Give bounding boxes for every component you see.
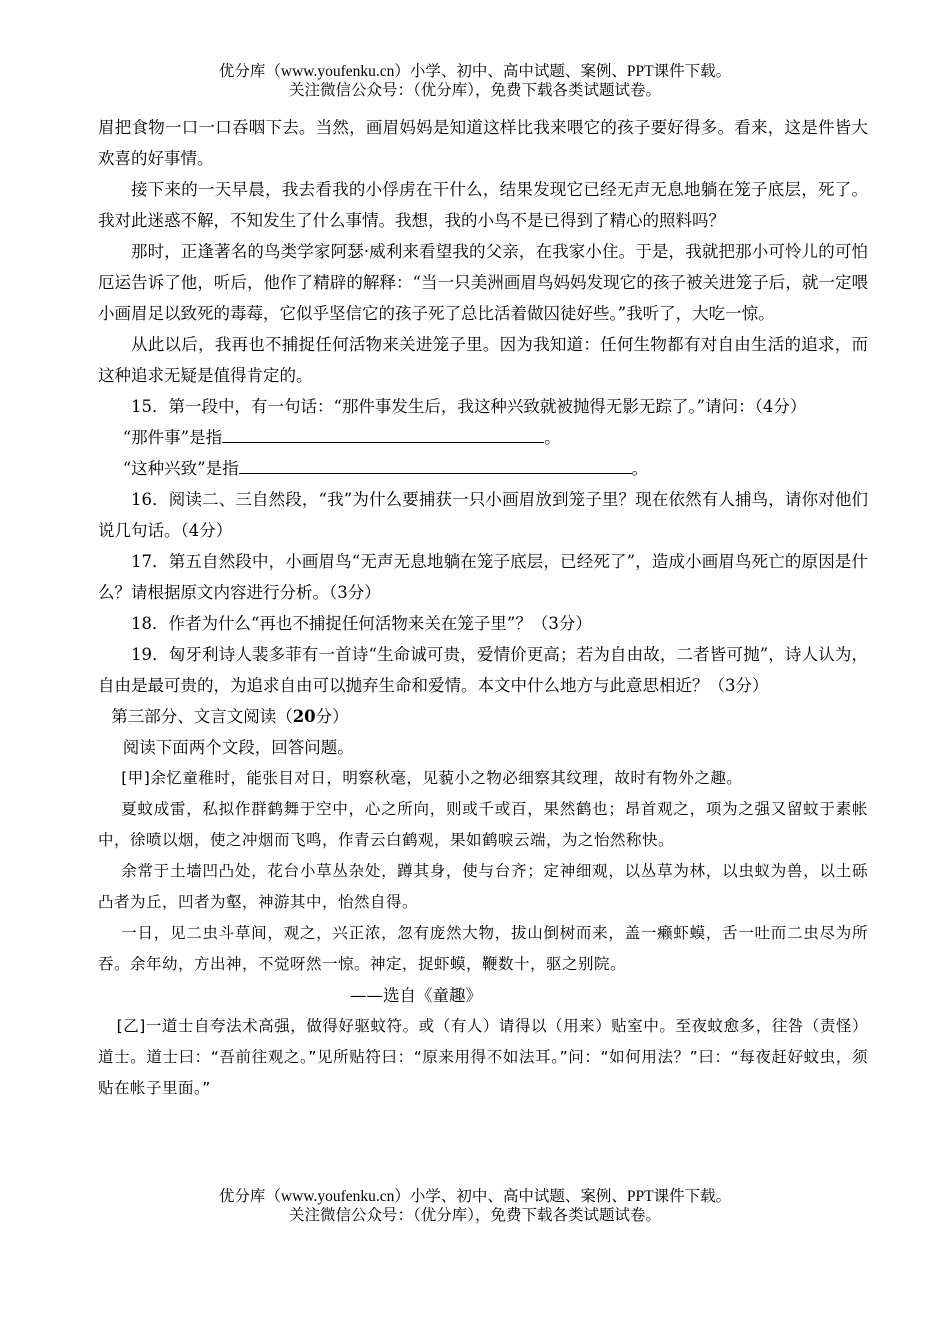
- page-header: [0, 62, 950, 100]
- question-15-part-b: [98, 453, 868, 484]
- text-jia-paragraph-2: 夏蚊成雷，私拟作群鹤舞于空中，心之所向，则或千或百，果然鹤也；昂首观之，项为之强又留蚊于素帐中，徐喷以烟，使之冲烟而飞鸣，作青云白鹤观，果如鹤唳云端，为之怡然称快。: [98, 800, 868, 849]
- text-jia-paragraph-1: [甲]余忆童稚时，能张目对日，明察秋毫，见藐小之物必细察其纹理，故时有物外之趣。: [121, 769, 743, 787]
- question-15a-label: “那件事”是指: [122, 428, 223, 447]
- part-3-title-score: 20: [292, 707, 316, 726]
- part-3-title-prefix: 第三部分、文言文阅读（: [111, 707, 293, 726]
- answer-blank-15b[interactable]: [239, 453, 632, 474]
- question-19: 19．匈牙利诗人裴多菲有一首诗“生命诚可贵，爱情价更高；若为自由故，二者皆可抛”，诗人认为，自由是最可贵的，为追求自由可以抛弃生命和爱情。本文中什么地方与此意思相近？（3分）: [98, 645, 868, 695]
- text-jia-paragraph-4: 一日，见二虫斗草间，观之，兴正浓，忽有庞然大物，拔山倒树而来，盖一癞虾蟆，舌一吐而二虫尽为所吞。余年幼，方出神，不觉呀然一惊。神定，捉虾蟆，鞭数十，驱之别院。: [98, 924, 868, 973]
- text-jia-source: ——选自《童趣》: [350, 986, 482, 1005]
- question-15a-end: 。: [544, 428, 561, 447]
- text-jia-paragraph-3: 余常于土墙凹凸处，花台小草丛杂处，蹲其身，使与台齐；定神细观，以丛草为林，以虫蚁为兽，以土砾凸者为丘，凹者为壑，神游其中，怡然自得。: [98, 862, 868, 911]
- question-17: 17．第五自然段中，小画眉鸟“无声无息地躺在笼子底层，已经死了”，造成小画眉鸟死亡的原因是什么？请根据原文内容进行分析。（3分）: [98, 552, 868, 602]
- header-line-1: 优分库（www.youfenku.cn）小学、初中、高中试题、案例、PPT课件下载。: [218, 63, 732, 80]
- part-3-title-suffix: 分）: [315, 707, 349, 726]
- question-15-part-a: [98, 422, 868, 453]
- answer-blank-15a[interactable]: [222, 422, 544, 443]
- question-18: 18．作者为什么“再也不捕捉任何活物来关在笼子里”？（3分）: [131, 614, 592, 633]
- question-15b-label: “这种兴致”是指: [122, 459, 239, 478]
- question-15b-end: 。: [631, 459, 649, 478]
- header-line-2: 关注微信公众号：（优分库），免费下载各类试题试卷。: [288, 82, 661, 99]
- text-yi-paragraph-1: [乙]一道士自夸法术高强，做得好驱蚊符。或（有人）请得以（用来）贴室中。至夜蚊愈多，往咎（责怪）道士。道士曰：“吾前往观之。”见所贴符曰：“原来用得不如法耳。”问：“如何用法？”曰：“每夜赶好蚊虫，须贴在帐子里面。”: [98, 1017, 868, 1097]
- question-15: 15．第一段中，有一句话：“那件事发生后，我这种兴致就被抛得无影无踪了。”请问：（4分）: [131, 397, 807, 416]
- part-3-title: [98, 701, 868, 732]
- story-paragraph-4: 从此以后，我再也不捕捉任何活物来关进笼子里。因为我知道：任何生物都有对自由生活的追求，而这种追求无疑是值得肯定的。: [98, 335, 868, 385]
- story-paragraph-2: 接下来的一天早晨，我去看我的小俘虏在干什么，结果发现它已经无声无息地躺在笼子底层，死了。我对此迷惑不解，不知发生了什么事情。我想，我的小鸟不是已得到了精心的照料吗？: [98, 180, 868, 230]
- question-16: 16．阅读二、三自然段，“我”为什么要捕获一只小画眉放到笼子里？现在依然有人捕鸟，请你对他们说几句话。（4分）: [98, 490, 868, 540]
- story-paragraph-3: 那时，正逢著名的鸟类学家阿瑟·威利来看望我的父亲，在我家小住。于是，我就把那小可怜儿的可怕厄运告诉了他，听后，他作了精辟的解释：“当一只美洲画眉鸟妈妈发现它的孩子被关进笼子后，就一定喂小画眉足以致死的毒莓，它似乎坚信它的孩子死了总比活着做囚徒好些。”我听了，大吃一惊。: [98, 242, 868, 323]
- story-paragraph-1: 眉把食物一口一口吞咽下去。当然，画眉妈妈是知道这样比我来喂它的孩子要好得多。看来，这是件皆大欢喜的好事情。: [98, 118, 868, 168]
- footer-line-1: 优分库（www.youfenku.cn）小学、初中、高中试题、案例、PPT课件下载。: [218, 1188, 732, 1205]
- part-3-instruction: 阅读下面两个文段，回答问题。: [122, 738, 354, 757]
- footer-line-2: 关注微信公众号：（优分库），免费下载各类试题试卷。: [288, 1207, 661, 1224]
- page-footer: [0, 1187, 950, 1225]
- document-body: [98, 112, 868, 1104]
